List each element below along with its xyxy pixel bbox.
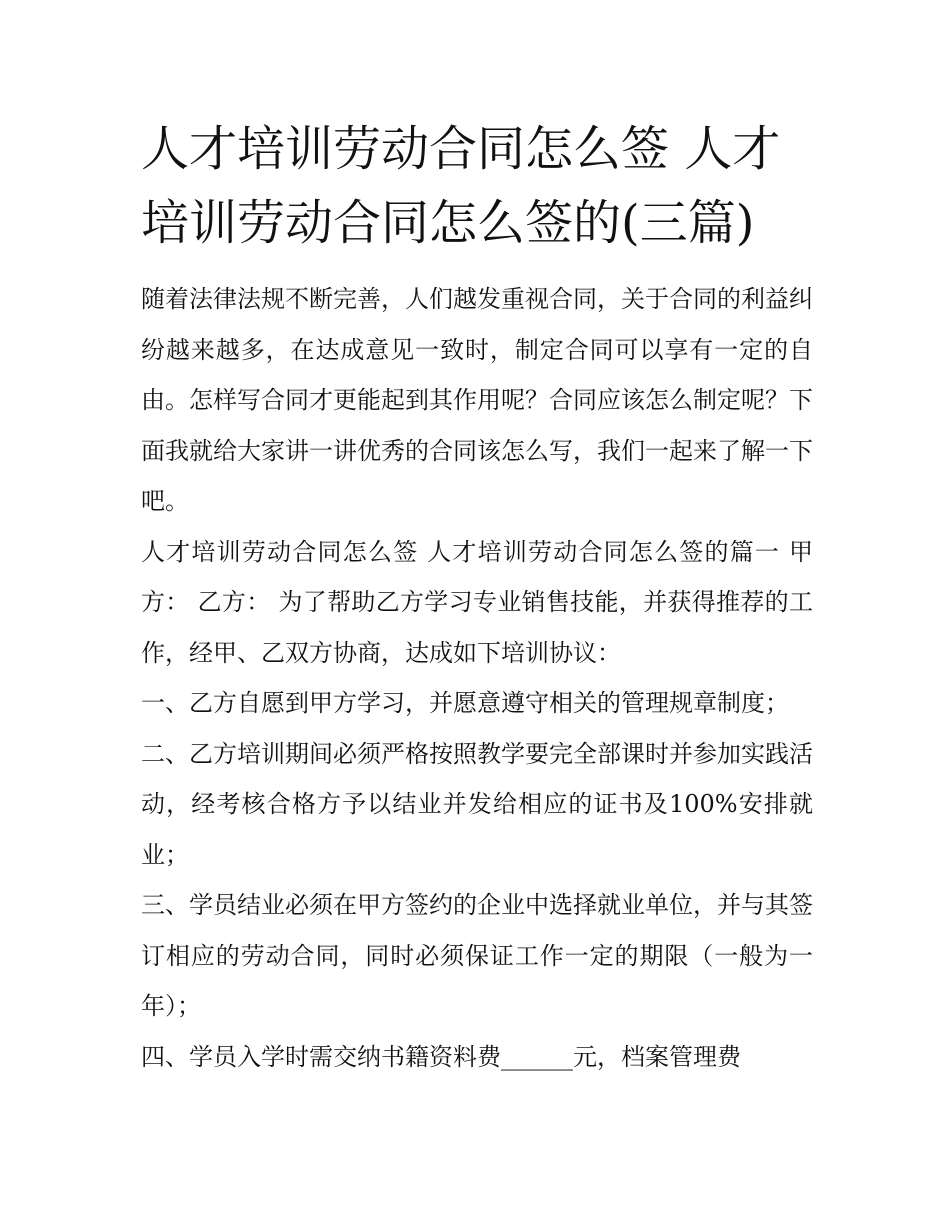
clause-2-paragraph: 二、乙方培训期间必须严格按照教学要完全部课时并参加实践活动，经考核合格方予以结业并发给相应的证书及100%安排就业；	[141, 739, 813, 869]
intro-paragraph: 随着法律法规不断完善，人们越发重视合同，关于合同的利益纠纷越来越多，在达成意见一致时，制定合同可以享有一定的自由。怎样写合同才更能起到其作用呢？合同应该怎么制定呢？下面我就给大家讲一讲优秀的合同该怎么写，我们一起来了解一下吧。	[141, 285, 813, 515]
clause-1-paragraph: 一、乙方自愿到甲方学习，并愿意遵守相关的管理规章制度；	[141, 689, 789, 717]
contract-opening-paragraph: 人才培训劳动合同怎么签 人才培训劳动合同怎么签的篇一 甲方： 乙方： 为了帮助乙方学习专业销售技能，并获得推荐的工作，经甲、乙双方协商，达成如下培训协议：	[141, 537, 813, 667]
clause-4-paragraph: 四、学员入学时需交纳书籍资料费______元，档案管理费	[141, 1042, 741, 1071]
document-body	[141, 112, 813, 1082]
clause-3-paragraph: 三、学员结业必须在甲方签约的企业中选择就业单位，并与其签订相应的劳动合同，同时必须保证工作一定的期限（一般为一年）；	[141, 891, 813, 1020]
document-title: 人才培训劳动合同怎么签 人才培训劳动合同怎么签的(三篇)	[141, 121, 781, 251]
